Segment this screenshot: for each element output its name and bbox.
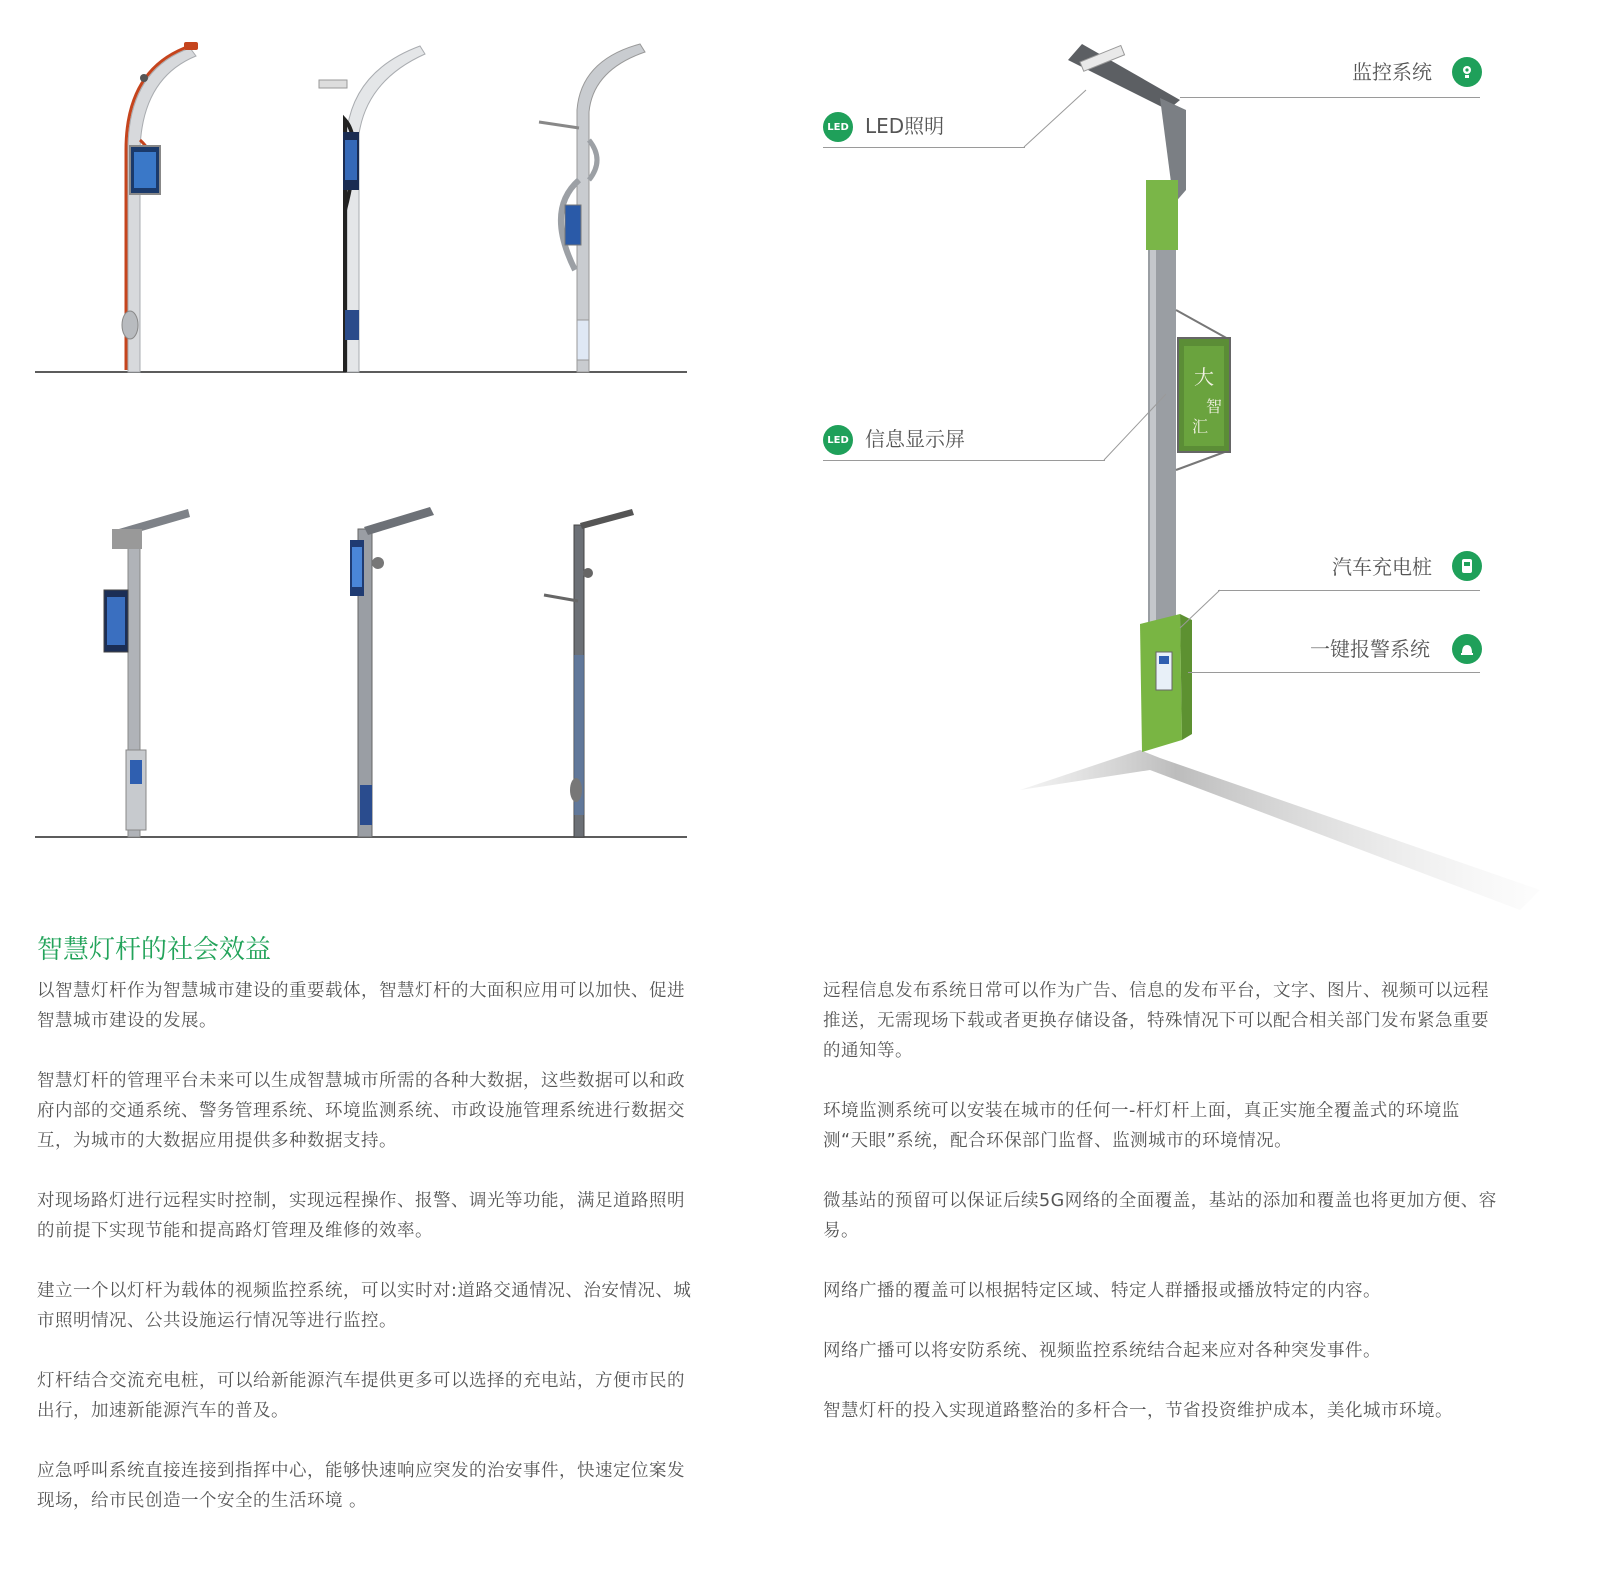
callout-label-ev-charger: 汽车充电桩: [1332, 555, 1432, 579]
callout-line-ev-charger: [1218, 590, 1480, 591]
callout-line-info-screen: [823, 460, 1105, 461]
left-paragraph-2: 智慧灯杆的管理平台未来可以生成智慧城市所需的各种大数据，这些数据可以和政府内部的交通系统、警务管理系统、环境监测系统、市政设施管理系统进行数据交互，为城市的大数据应用提供多种数据支持。: [37, 1071, 685, 1151]
charger-icon: [1452, 551, 1482, 581]
led-icon: [823, 425, 853, 455]
right-paragraph-3: 微基站的预留可以保证后续5G网络的全面覆盖，基站的添加和覆盖也将更加方便、容易。: [823, 1191, 1497, 1241]
right-paragraph-4: 网络广播的覆盖可以根据特定区域、特定人群播报或播放特定的内容。: [823, 1281, 1381, 1301]
right-paragraph-1: 远程信息发布系统日常可以作为广告、信息的发布平台，文字、图片、视频可以远程推送，无需现场下载或者更换存储设备，特殊情况下可以配合相关部门发布紧急重要的通知等。: [823, 981, 1489, 1061]
pole-feature-diagram: [820, 30, 1600, 930]
smart-pole-image-2: [315, 40, 435, 372]
camera-icon: [1452, 57, 1482, 87]
alarm-icon: [1452, 634, 1482, 664]
led-badge-text: LED: [827, 434, 849, 446]
right-paragraph-2: 环境监测系统可以安装在城市的任何一-杆灯杆上面，真正实施全覆盖式的环境监测“天眼”系统，配合环保部门监督、监测城市的环境情况。: [823, 1101, 1460, 1151]
led-badge-text: LED: [827, 121, 849, 133]
left-paragraph-3: 对现场路灯进行远程实时控制，实现远程操作、报警、调光等功能，满足道路照明的前提下实现节能和提高路灯管理及维修的效率。: [37, 1191, 685, 1241]
callout-line-monitoring: [1180, 97, 1480, 98]
left-paragraph-6: 应急呼叫系统直接连接到指挥中心，能够快速响应突发的治安事件，快速定位案发现场，给市民创造一个安全的生活环境 。: [37, 1461, 685, 1511]
smart-pole-image-6: [540, 505, 660, 837]
left-paragraph-5: 灯杆结合交流充电桩，可以给新能源汽车提供更多可以选择的充电站，方便市民的出行，加速新能源汽车的普及。: [37, 1371, 685, 1421]
smart-pole-image-4: [100, 505, 220, 837]
left-paragraph-1: 以智慧灯杆作为智慧城市建设的重要载体，智慧灯杆的大面积应用可以加快、促进智慧城市建设的发展。: [37, 981, 685, 1031]
callout-label-info-screen: 信息显示屏: [865, 427, 965, 451]
smart-pole-image-3: [535, 40, 655, 372]
right-paragraph-6: 智慧灯杆的投入实现道路整治的多杆合一，节省投资维护成本，美化城市环境。: [823, 1401, 1453, 1421]
callout-label-led-lighting: LED照明: [865, 114, 945, 138]
callout-label-alarm: 一键报警系统: [1310, 637, 1430, 661]
callout-label-monitoring: 监控系统: [1352, 60, 1432, 84]
smart-pole-image-1: [100, 40, 220, 372]
callout-line-alarm: [1188, 672, 1480, 673]
callout-leader-screen: [1100, 390, 1170, 462]
led-icon: [823, 112, 853, 142]
callout-leader-led: [1020, 88, 1090, 150]
svg-text:智: 智: [1206, 397, 1223, 416]
smart-pole-image-5: [330, 505, 450, 837]
svg-text:汇: 汇: [1192, 417, 1209, 436]
section-title: 智慧灯杆的社会效益: [37, 935, 272, 965]
left-paragraph-4: 建立一个以灯杆为载体的视频监控系统，可以实时对:道路交通情况、治安情况、城市照明情况、公共设施运行情况等进行监控。: [37, 1281, 692, 1331]
right-paragraph-5: 网络广播可以将安防系统、视频监控系统结合起来应对各种突发事件。: [823, 1341, 1381, 1361]
callout-leader-charger: [1178, 588, 1222, 630]
callout-line-led-lighting: [823, 147, 1025, 148]
svg-text:大: 大: [1194, 365, 1214, 389]
